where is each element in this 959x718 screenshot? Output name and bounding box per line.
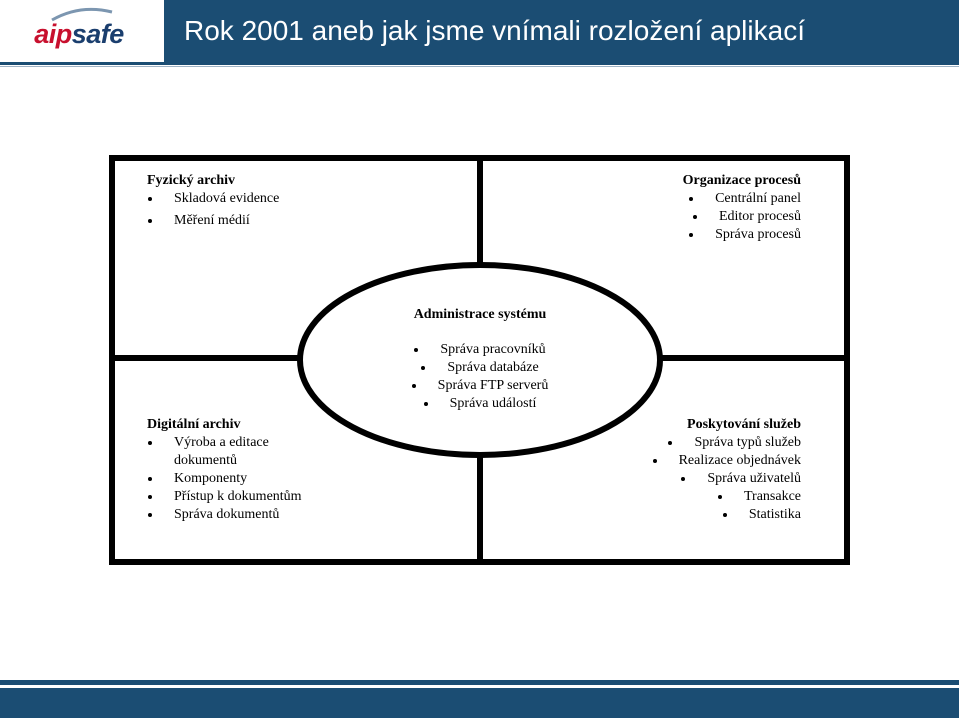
block-title: Poskytování služeb <box>687 417 801 432</box>
list-item <box>600 488 801 506</box>
list-item-text: Centrální panel <box>715 191 801 206</box>
list-item-text: Statistika <box>748 507 801 522</box>
list-item: Skladová evidence <box>147 190 347 208</box>
list-item-text: Správa pracovníků <box>440 342 546 357</box>
list-item-text: Správa databáze <box>447 360 539 375</box>
list-item-text: Správa uživatelů <box>707 471 801 486</box>
list-item: Přístup k dokumentům <box>147 488 337 506</box>
list-item-text: Správa FTP serverů <box>437 378 549 393</box>
slide-title: Rok 2001 aneb jak jsme vnímali rozložení aplikací <box>184 15 805 46</box>
block-service-provision <box>600 416 801 524</box>
list-item <box>380 341 580 359</box>
logo-prefix: aip <box>34 18 72 49</box>
block-digital-archive <box>147 416 337 524</box>
item-list <box>147 190 347 230</box>
block-process-organization <box>600 172 801 244</box>
block-physical-archive <box>147 172 347 230</box>
list-item <box>600 434 801 452</box>
list-item-text: Realizace objednávek <box>678 453 801 468</box>
list-item: Výroba a editace dokumentů <box>147 434 294 470</box>
list-item <box>600 208 801 226</box>
list-item-text: Správa procesů <box>715 227 801 242</box>
footer-divider <box>0 680 959 685</box>
block-system-administration <box>380 306 580 413</box>
list-item-text: Správa událostí <box>449 396 537 411</box>
list-item: Komponenty <box>147 470 337 488</box>
list-item <box>600 470 801 488</box>
item-list <box>380 341 580 413</box>
list-item: Správa dokumentů <box>147 506 337 524</box>
list-item <box>600 506 801 524</box>
list-item: Měření médií <box>147 212 347 230</box>
list-item <box>600 226 801 244</box>
list-item <box>380 377 580 395</box>
block-title: Digitální archiv <box>147 417 241 432</box>
list-item <box>380 359 580 377</box>
list-item-text: Editor procesů <box>718 209 801 224</box>
logo-suffix: safe <box>71 18 124 49</box>
list-item <box>380 395 580 413</box>
block-title: Administrace systému <box>413 307 547 322</box>
item-list <box>600 434 801 524</box>
block-title: Organizace procesů <box>682 173 801 188</box>
list-item <box>600 190 801 208</box>
footer-bar <box>0 688 959 718</box>
block-title: Fyzický archiv <box>147 173 236 188</box>
list-item-text: Transakce <box>743 489 801 504</box>
item-list <box>600 190 801 244</box>
item-list <box>147 434 337 524</box>
list-item <box>600 452 801 470</box>
list-item-text: Správa typů služeb <box>694 435 801 450</box>
